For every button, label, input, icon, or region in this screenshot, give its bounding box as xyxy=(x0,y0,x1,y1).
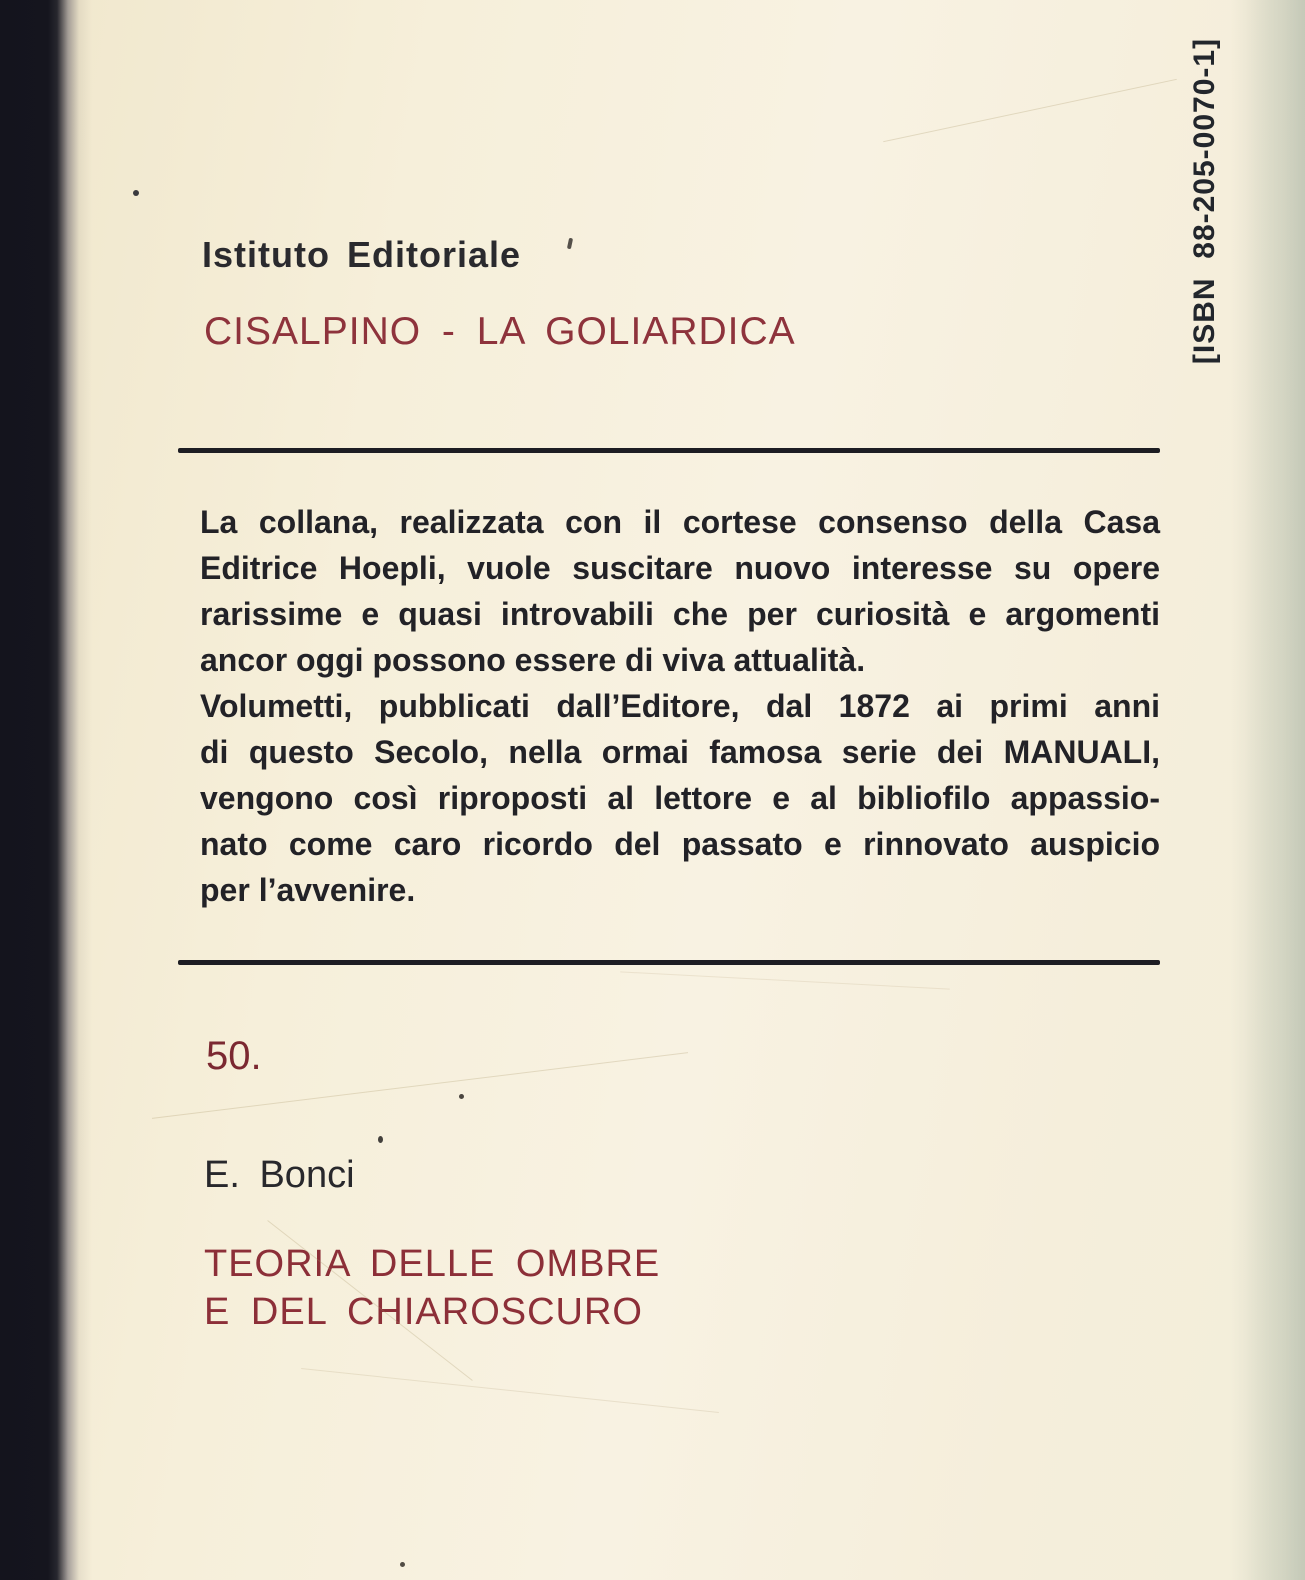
book-title xyxy=(204,1240,660,1336)
isbn-vertical-label: [ISBN 88-205-0070-1] xyxy=(1188,37,1221,365)
blurb-line: di questo Secolo, nella ormai famosa serie dei MANUALI, xyxy=(200,734,1160,770)
paper-scratch xyxy=(883,79,1177,142)
author-name: E. Bonci xyxy=(204,1154,355,1196)
blurb-line: ancor oggi possono essere di viva attualità. xyxy=(200,642,866,678)
publisher-institute: Istituto Editoriale xyxy=(202,234,522,275)
book-title-line: E DEL CHIAROSCURO xyxy=(204,1291,643,1333)
book-title-line: TEORIA DELLE OMBRE xyxy=(204,1243,661,1285)
paper-speck xyxy=(133,190,139,196)
paper-speck xyxy=(378,1136,383,1143)
paper-speck xyxy=(459,1094,464,1099)
paper-speck xyxy=(400,1562,405,1567)
series-blurb xyxy=(200,499,1160,913)
blurb-line: Editrice Hoepli, vuole suscitare nuovo interesse su opere xyxy=(200,550,1160,586)
paper-scratch xyxy=(620,971,950,989)
divider-top xyxy=(178,448,1160,453)
blurb-line: rarissime e quasi introvabili che per curiosità e argomenti xyxy=(200,596,1160,632)
publisher-imprint: CISALPINO - LA GOLIARDICA xyxy=(204,310,796,353)
blurb-line: Volumetti, pubblicati dall’Editore, dal 1872 ai primi anni xyxy=(200,688,1160,724)
blurb-line: nato come caro ricordo del passato e rinnovato auspicio xyxy=(200,826,1160,862)
blurb-line: La collana, realizzata con il cortese consenso della Casa xyxy=(200,504,1160,540)
blurb-line: vengono così riproposti al lettore e al bibliofilo appassio- xyxy=(200,780,1160,816)
page-right-edge xyxy=(1245,0,1305,1580)
divider-bottom xyxy=(178,960,1160,965)
blurb-line: per l’avvenire. xyxy=(200,872,416,908)
paper-speck xyxy=(567,238,573,250)
book-spine-edge xyxy=(0,0,92,1580)
series-number: 50. xyxy=(206,1034,262,1078)
paper-scratch xyxy=(301,1368,719,1413)
